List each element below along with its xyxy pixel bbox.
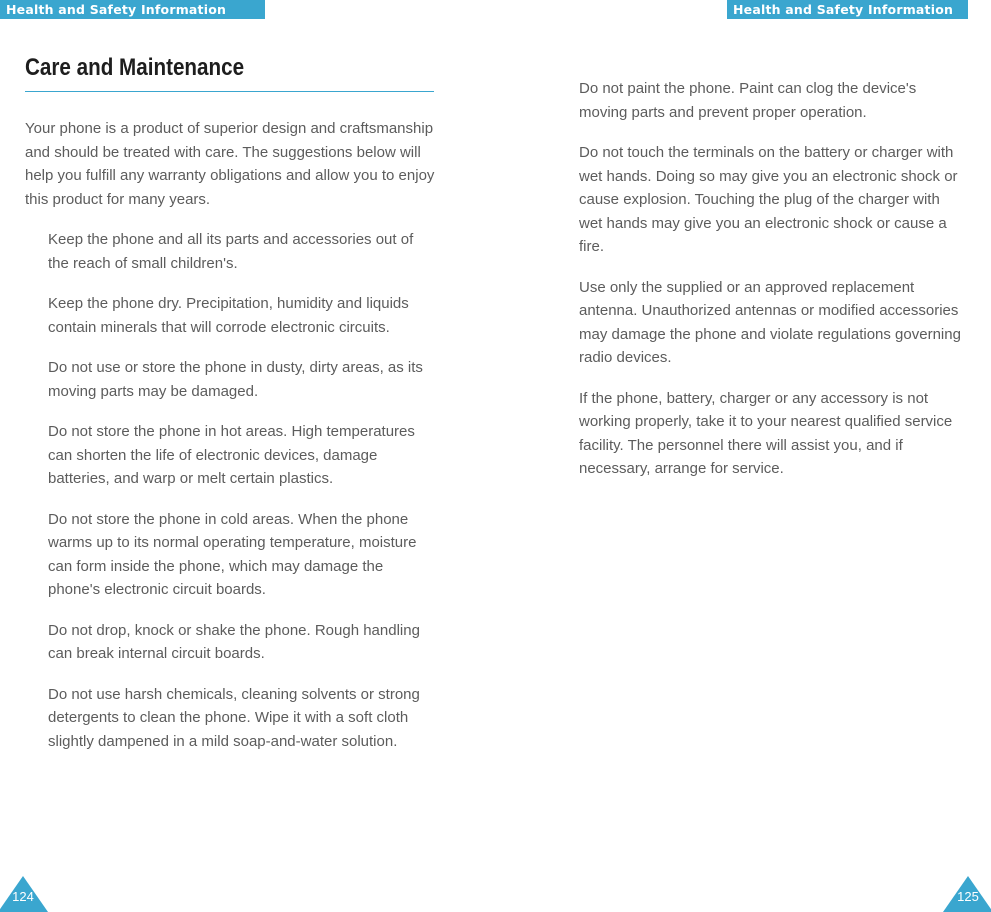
list-item: Do not drop, knock or shake the phone. Rough handling can break internal circuit boards. [48, 621, 420, 662]
paragraph: Use only the supplied or an approved replacement antenna. Unauthorized antennas or modified accessories may damage the phone and violate regulations governing radio devices. [579, 278, 961, 366]
right-page-body [579, 77, 964, 498]
list-item: Do not use harsh chemicals, cleaning solvents or strong detergents to clean the phone. Wipe it with a soft cloth slightly dampened in a mild soap-and-water solution. [48, 685, 420, 750]
list-item: Keep the phone dry. Precipitation, humidity and liquids contain minerals that will corrode electronic circuits. [48, 295, 409, 336]
page-number-left: 124 [12, 889, 34, 904]
section-header-tab-left: Health and Safety Information [0, 0, 265, 19]
page-number-right: 125 [957, 889, 979, 904]
section-header-tab-right: Health and Safety Information [727, 0, 968, 19]
title-divider [25, 91, 434, 92]
care-list [25, 228, 435, 753]
intro-paragraph: Your phone is a product of superior design and craftsmanship and should be treated with care. The suggestions below will help you fulfill any warranty obligations and allow you to enjoy this product for many years. [25, 120, 435, 208]
left-page-body [25, 117, 435, 770]
list-item: Keep the phone and all its parts and accessories out of the reach of small children's. [48, 231, 414, 272]
paragraph: If the phone, battery, charger or any accessory is not working properly, take it to your nearest qualified service facility. The personnel there will assist you, and if necessary, arrange for service. [579, 389, 953, 477]
paragraph: Do not paint the phone. Paint can clog the device's moving parts and prevent proper operation. [579, 80, 917, 121]
list-item: Do not store the phone in cold areas. When the phone warms up to its normal operating temperature, moisture can form inside the phone, which may damage the phone's electronic circuit boards. [48, 510, 417, 598]
list-item: Do not store the phone in hot areas. High temperatures can shorten the life of electronic devices, damage batteries, and warp or melt certain plastics. [48, 423, 415, 487]
paragraph: Do not touch the terminals on the battery or charger with wet hands. Doing so may give you an electronic shock or cause explosion. Touching the plug of the charger with wet hands may give you an electronic shock or cause a fire. [579, 144, 958, 255]
list-item: Do not use or store the phone in dusty, dirty areas, as its moving parts may be damaged. [48, 359, 423, 400]
page-title: Care and Maintenance [25, 54, 245, 81]
